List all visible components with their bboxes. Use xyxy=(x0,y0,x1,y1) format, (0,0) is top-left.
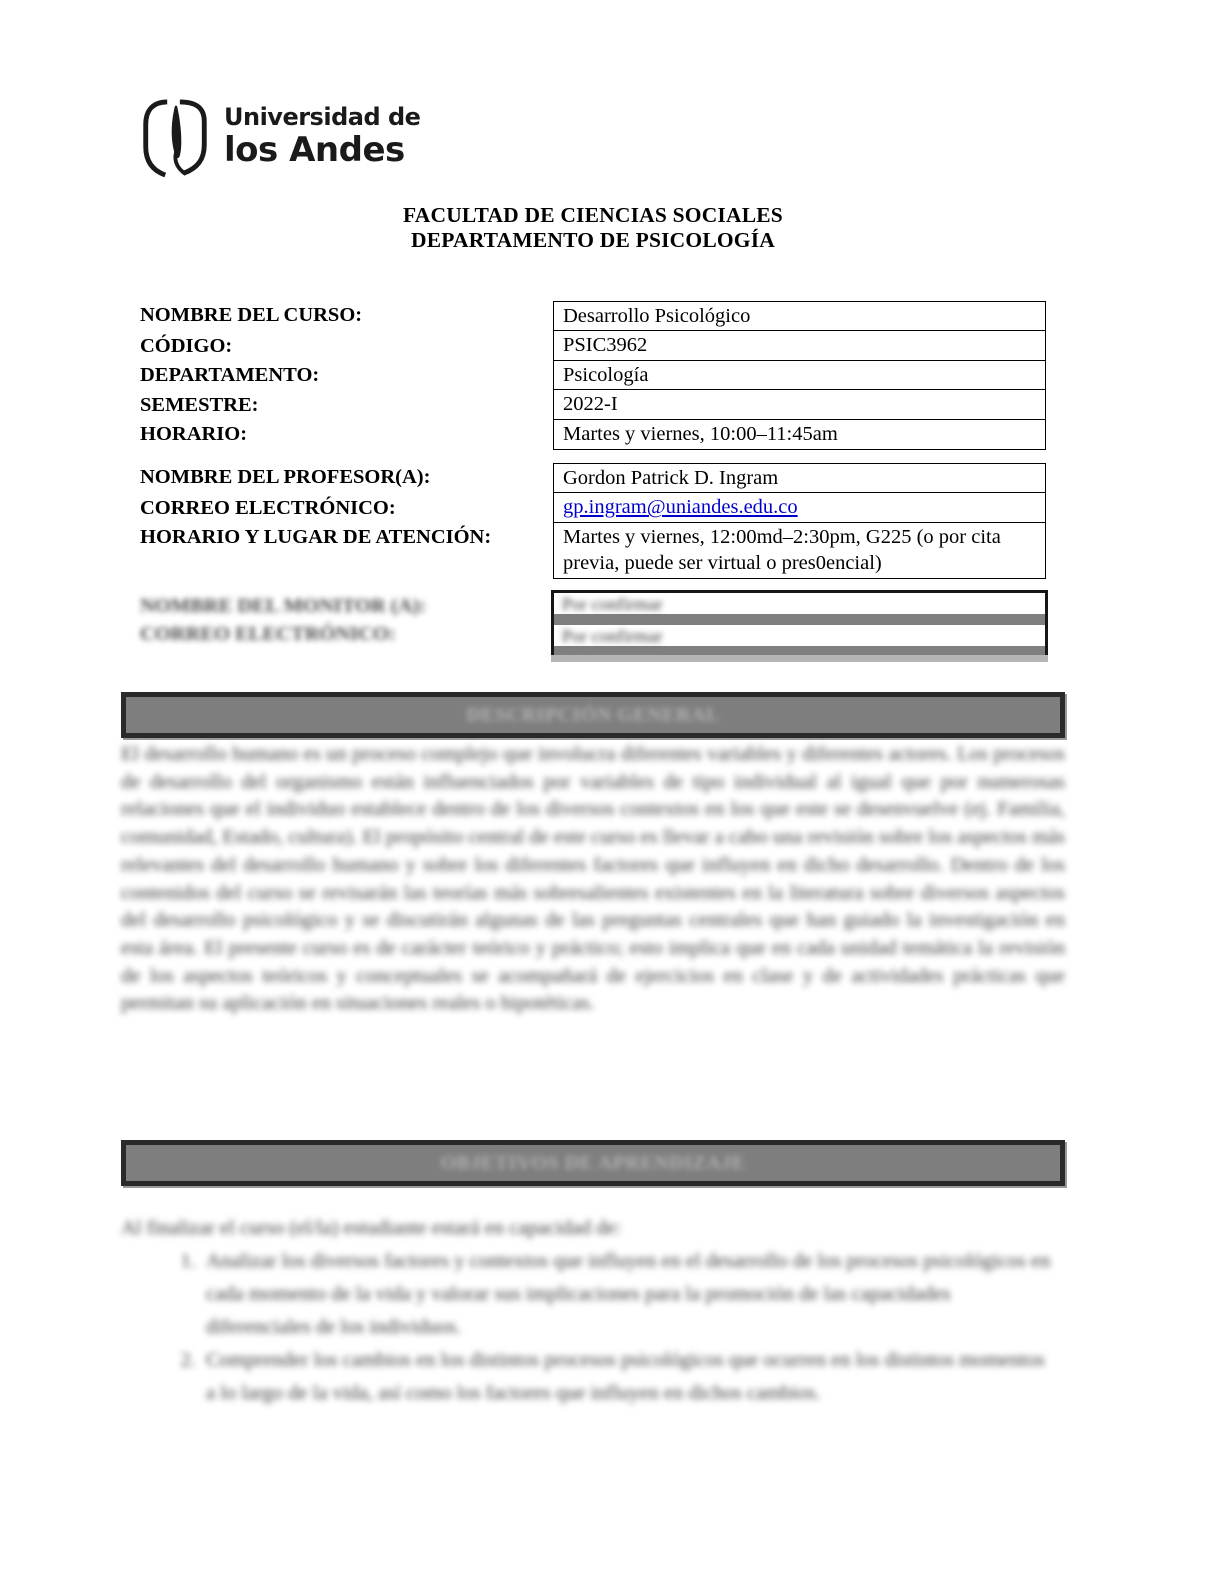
section-title: OBJETIVOS DE APRENDIZAJE xyxy=(440,1151,746,1174)
university-logo xyxy=(140,98,420,178)
uniandes-shield-icon xyxy=(140,98,210,178)
professor-email-link[interactable]: gp.ingram@uniandes.edu.co xyxy=(563,496,798,519)
department-value: Psicología xyxy=(553,360,1046,391)
professor-name-label: NOMBRE DEL PROFESOR(A): xyxy=(140,466,431,488)
course-info-table xyxy=(140,301,1046,450)
course-name-value: Desarrollo Psicológico xyxy=(553,301,1046,332)
university-wordmark xyxy=(224,98,420,168)
course-code-value: PSIC3962 xyxy=(553,330,1046,361)
section-header-objetivos xyxy=(121,1140,1065,1186)
semester-value: 2022-I xyxy=(553,389,1046,420)
objectives-list xyxy=(121,1245,1065,1410)
email-cell xyxy=(553,492,1046,523)
semester-label: SEMESTRE: xyxy=(140,393,259,416)
description-paragraph-blurred: El desarrollo humano es un proceso complejo que involucra diferentes variables y diferentes actores. Los procesos de desarrollo del organismo están influenciados por variables de tipo individual al igual que por numerosas relaciones que el individuo establece dentro de los diversos contextos en los que este se desenvuelve (ej. Familia, comunidad, Estado, cultura). El propósito central de este curso es llevar a cabo una revisión sobre los aspectos más relevantes del desarrollo humano y sobre los diferentes factores que influyen en dicho desarrollo. Dentro de los contenidos del curso se revisarán las teorías más sobresalientes existentes en la literatura sobre diversos aspectos del desarrollo psicológico y se discutirán algunas de las preguntas centrales que han guiado la investigación en esta área. El presente curso es de carácter teórico y práctico; esto implica que en cada unidad temática la revisión de los aspectos teóricos y conceptuales se acompañará de ejercicios en clase y de actividades prácticas que permitan su aplicación en situaciones reales o hipotéticas. xyxy=(121,743,1065,1015)
professor-info-table xyxy=(140,463,1046,579)
redaction-bar xyxy=(554,614,1045,625)
table-row xyxy=(140,494,1046,523)
table-row xyxy=(140,523,1046,578)
objectives-block-blurred xyxy=(121,1212,1065,1410)
shield-quill xyxy=(172,106,182,158)
list-item: 2. Comprender los cambios en los distintos procesos psicológicos que ocurren en los distintos momentos a lo largo de la vida, así como los factores que influyen en dichos cambios. xyxy=(201,1344,1056,1410)
office-hours-value: Martes y viernes, 12:00md–2:30pm, G225 (o por cita previa, puede ser virtual o pres0encial) xyxy=(553,522,1046,579)
email-label: CORREO ELECTRÓNICO: xyxy=(140,497,396,519)
course-code-label: CÓDIGO: xyxy=(140,335,233,357)
monitor-name-value: Por confirmar xyxy=(562,594,663,614)
section-header-descripcion-general xyxy=(121,692,1065,738)
department-name: DEPARTAMENTO DE PSICOLOGÍA xyxy=(410,228,775,252)
course-name-label: NOMBRE DEL CURSO: xyxy=(140,304,363,326)
monitor-email-value: Por confirmar xyxy=(562,626,663,646)
table-row xyxy=(140,332,1046,361)
wordmark-line1: Universidad de xyxy=(224,103,421,131)
table-row xyxy=(140,463,1046,494)
monitor-email-label: CORREO ELECTRÓNICO: xyxy=(140,623,396,645)
schedule-value: Martes y viernes, 10:00–11:45am xyxy=(553,419,1046,450)
table-row xyxy=(140,391,1046,420)
table-row xyxy=(140,361,1046,390)
section-title: DESCRIPCIÓN GENERAL xyxy=(466,703,720,726)
redaction-bar-light xyxy=(551,655,1048,662)
wordmark-line2: los Andes xyxy=(224,130,405,170)
office-hours-label: HORARIO Y LUGAR DE ATENCIÓN: xyxy=(140,526,492,549)
professor-name-value: Gordon Patrick D. Ingram xyxy=(553,463,1046,494)
table-row xyxy=(140,420,1046,449)
faculty-header xyxy=(140,203,1046,253)
objectives-intro: Al finalizar el curso (el/la) estudiante estará en capacidad de: xyxy=(121,1217,622,1239)
table-row xyxy=(140,301,1046,332)
department-label: DEPARTAMENTO: xyxy=(140,364,320,387)
monitor-name-label: NOMBRE DEL MONITOR (A): xyxy=(140,595,427,617)
monitor-labels-redacted xyxy=(140,592,540,648)
list-item: 1. Analizar los diversos factores y contextos que influyen en el desarrollo de los procesos psicológicos en cada momento de la vida y valorar sus implicaciones para la promoción de las capacidades diferenciales de los individuos. xyxy=(201,1245,1056,1344)
monitor-values-redacted xyxy=(551,590,1048,657)
schedule-label: HORARIO: xyxy=(140,423,248,446)
faculty-name: FACULTAD DE CIENCIAS SOCIALES xyxy=(403,203,783,227)
